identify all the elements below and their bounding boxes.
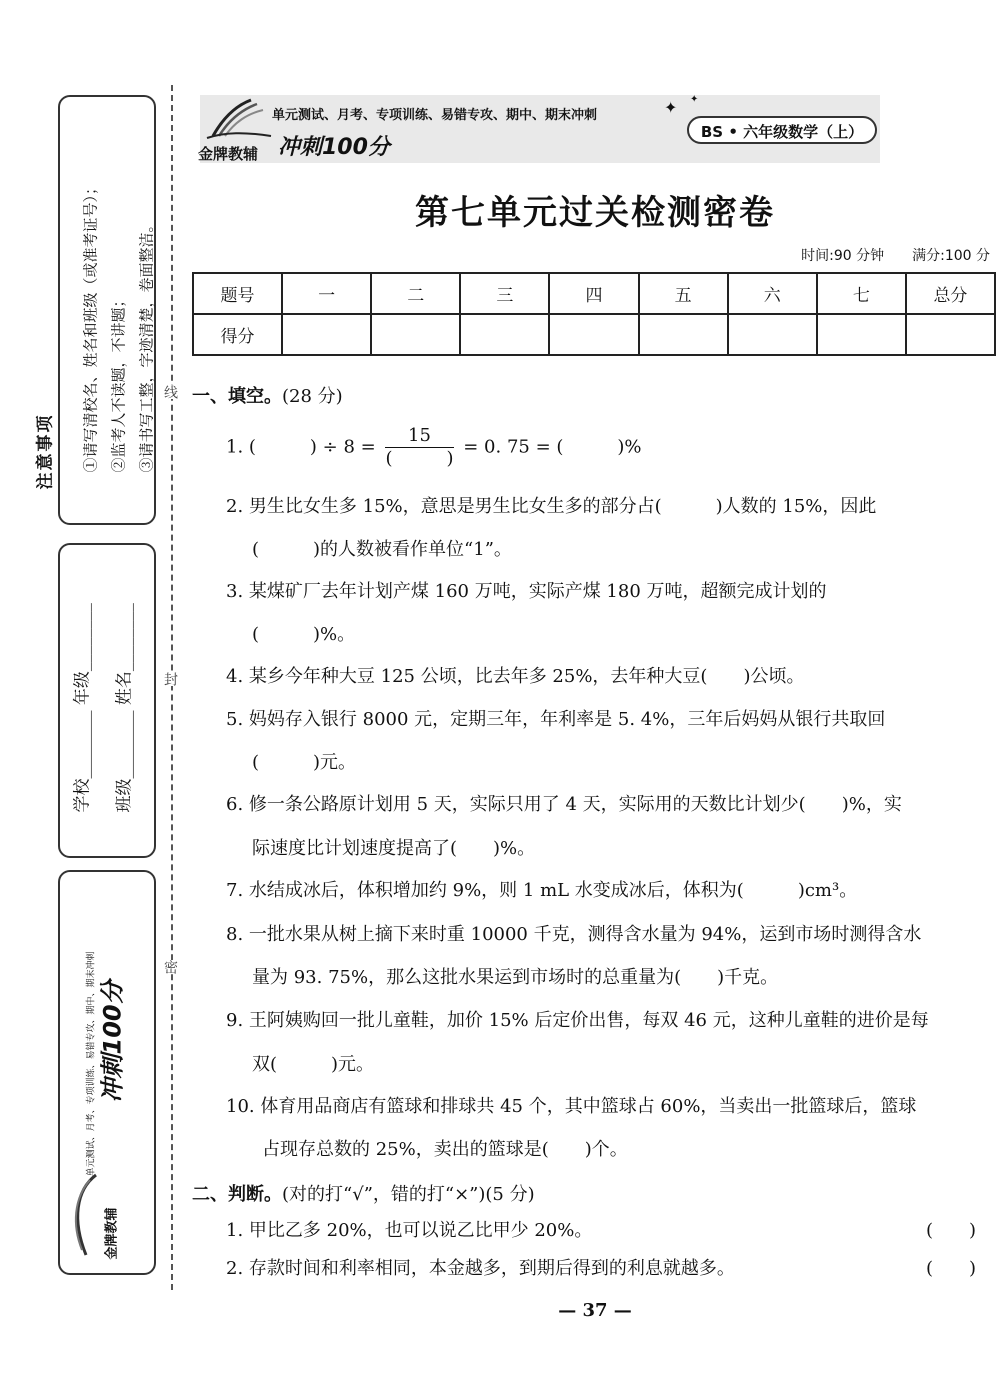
q1-pre: 1. ( ) ÷ 8 = (226, 436, 376, 458)
question-10-line-1[interactable]: 10. 体育用品商店有篮球和排球共 45 个，其中篮球占 60%，当卖出一批篮球后，篮球 (226, 1096, 917, 1117)
fraction-denominator[interactable]: ( ) (385, 448, 454, 469)
score-input-cell[interactable] (817, 314, 906, 355)
ad-logo-text: 金牌教辅 (104, 1207, 120, 1260)
ad-series-text: 单元测试、月考、专项训练、易错专攻、期中、期末冲刺 (86, 951, 97, 1177)
school-field[interactable]: 学校________ 年级________ (72, 603, 93, 813)
grade-label: 年级 (72, 671, 93, 706)
score-input-cell[interactable] (728, 314, 817, 355)
score-table-score-row (193, 314, 995, 355)
score-input-cell[interactable] (906, 314, 995, 355)
score-table (192, 272, 996, 356)
table-cell: 七 (817, 273, 906, 314)
class-label: 班级 (114, 778, 135, 813)
school-label: 学校 (72, 778, 93, 813)
question-5-line-2[interactable]: ( )元。 (252, 752, 357, 773)
score-table-header-row (193, 273, 995, 314)
notice-item-3: ③请书写工整，字迹清楚，卷面整洁。 (137, 217, 156, 473)
score-input-cell[interactable] (371, 314, 460, 355)
score-input-cell[interactable] (549, 314, 638, 355)
class-field[interactable]: 班级________ 姓名________ (114, 603, 135, 813)
question-6-line-1[interactable]: 6. 修一条公路原计划用 5 天，实际只用了 4 天，实际用的天数比计划少( )%，实 (226, 794, 902, 815)
question-3-line-2[interactable]: ( )%。 (252, 624, 356, 645)
question-2-line-1[interactable]: 2. 男生比女生多 15%，意思是男生比女生多的部分占( )人数的 15%，因此 (226, 496, 877, 517)
page-number: — 37 — (558, 1300, 632, 1321)
notice-item-2: ②监考人不读题，不讲题； (109, 292, 128, 473)
question-8-line-2[interactable]: 量为 93. 75%，那么这批水果运到市场时的总重量为( )千克。 (252, 967, 779, 988)
section-1-points: (28 分) (282, 386, 343, 407)
page-title: 第七单元过关检测密卷 (415, 193, 775, 233)
cut-label-secret: 密 (162, 960, 178, 974)
sparkle-small-icon: ✦ (690, 94, 699, 105)
question-2-line-2[interactable]: ( )的人数被看作单位“1”。 (252, 539, 512, 560)
judge-1-answer-blank[interactable]: ( ) (926, 1220, 977, 1241)
exam-meta: 时间:90 分钟 满分:100 分 (801, 248, 990, 264)
question-3-line-1[interactable]: 3. 某煤矿厂去年计划产煤 160 万吨，实际产煤 180 万吨，超额完成计划的 (226, 581, 827, 602)
table-cell: 二 (371, 273, 460, 314)
question-5-line-1[interactable]: 5. 妈妈存入银行 8000 元，定期三年，年利率是 5. 4%，三年后妈妈从银行共取回 (226, 709, 886, 730)
question-6-line-2[interactable]: 际速度比计划速度提高了( )%。 (252, 838, 536, 859)
section-1-heading (192, 382, 343, 408)
judge-2-text: 2. 存款时间和利率相同，本金越多，到期后得到的利息就越多。 (226, 1258, 735, 1279)
judge-1-text: 1. 甲比乙多 20%，也可以说乙比甲少 20%。 (226, 1220, 593, 1241)
question-1[interactable] (226, 425, 642, 470)
section-2-points: (对的打“√”，错的打“×”)(5 分) (282, 1184, 535, 1205)
question-7-line-1[interactable]: 7. 水结成冰后，体积增加约 9%，则 1 mL 水变成冰后，体积为( )cm³。 (226, 880, 858, 901)
question-8-line-1[interactable]: 8. 一批水果从树上摘下来时重 10000 千克，测得含水量为 94%，运到市场时测得含水 (226, 924, 922, 945)
notice-item-1: ①请写清校名、姓名和班级（或准考证号）； (81, 179, 100, 473)
score-input-cell[interactable] (639, 314, 728, 355)
question-10-line-2[interactable]: 占现存总数的 25%，卖出的篮球是( )个。 (262, 1139, 628, 1160)
header-brand-text: 冲刺100分 (278, 135, 390, 160)
sparkle-icon: ✦ (664, 98, 678, 117)
table-cell: 总分 (906, 273, 995, 314)
notice-title: 注意事项 (35, 413, 56, 490)
fraction (385, 425, 453, 470)
cut-label-seal: 封 (162, 672, 178, 686)
table-cell: 题号 (193, 273, 282, 314)
table-cell: 五 (639, 273, 728, 314)
table-cell: 四 (549, 273, 638, 314)
judge-2-answer-blank[interactable]: ( ) (926, 1258, 977, 1279)
header-series-text: 单元测试、月考、专项训练、易错专攻、期中、期末冲刺 (272, 108, 598, 123)
table-cell: 六 (728, 273, 817, 314)
fraction-numerator: 15 (385, 425, 453, 448)
ad-logo-icon (66, 1170, 102, 1260)
question-9-line-2[interactable]: 双( )元。 (252, 1054, 375, 1075)
ad-brand-text: 冲刺100分 (98, 980, 127, 1103)
table-cell: 三 (460, 273, 549, 314)
table-cell: 得分 (193, 314, 282, 355)
q1-post: = 0. 75 = ( )% (463, 436, 642, 458)
book-logo-icon (205, 96, 275, 142)
binding-cut-line (171, 85, 173, 1290)
section-2-heading (192, 1180, 535, 1206)
cut-label-line: 线 (162, 385, 178, 399)
table-cell: 一 (282, 273, 371, 314)
score-input-cell[interactable] (282, 314, 371, 355)
question-9-line-1[interactable]: 9. 王阿姨购回一批儿童鞋，加价 15% 后定价出售，每双 46 元，这种儿童鞋的进价是每 (226, 1010, 929, 1031)
section-2-title: 二、判断。 (192, 1184, 282, 1205)
header-logo-text: 金牌教辅 (198, 145, 259, 163)
name-label: 姓名 (114, 671, 135, 706)
question-4-line-1[interactable]: 4. 某乡今年种大豆 125 公顷，比去年多 25%，去年种大豆( )公顷。 (226, 666, 805, 687)
grade-badge: BS • 六年级数学（上） (687, 116, 877, 144)
score-input-cell[interactable] (460, 314, 549, 355)
section-1-title: 一、填空。 (192, 386, 282, 407)
